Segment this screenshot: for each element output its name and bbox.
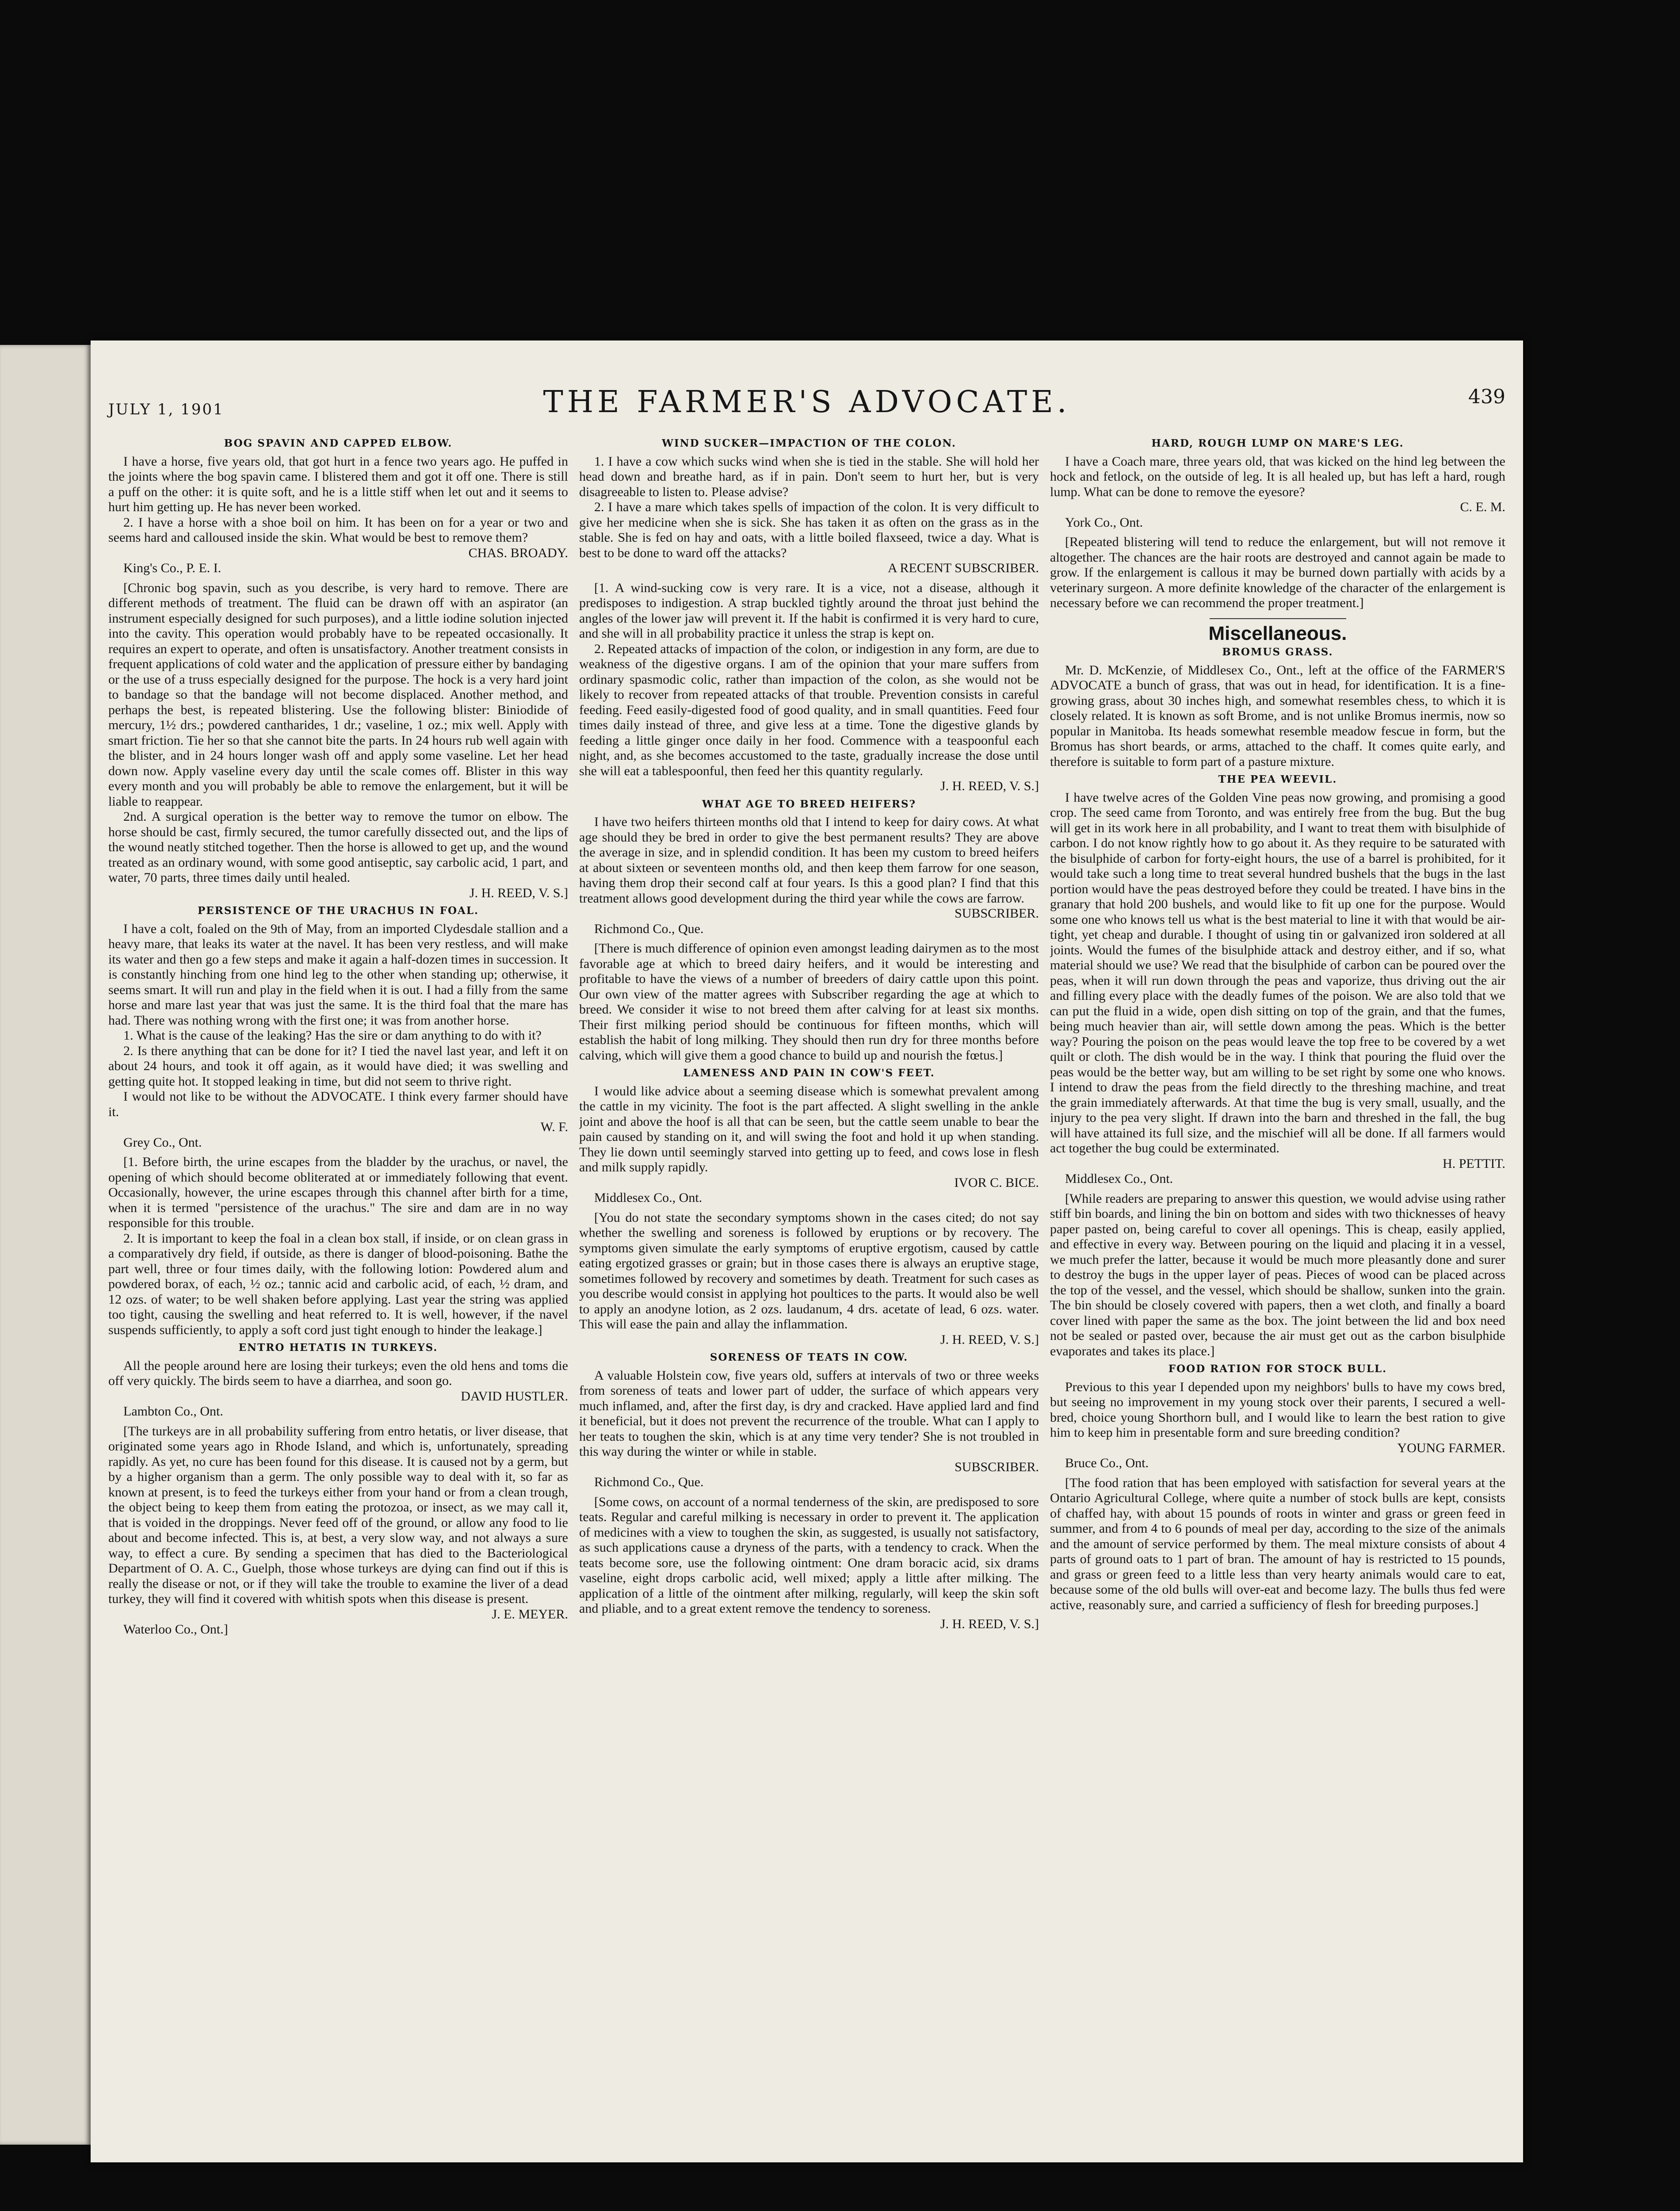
article-paragraph: 2. I have a mare which takes spells of impaction of the colon. It is very difficult to give her medicine when she is sick. She has taken it as often on the grass as in the stable. She is fed on hay and oats, with a little boiled flaxseed, twice a day. What is best to be done to ward off the attacks? — [579, 500, 1039, 560]
editor-reply-paragraph: [Some cows, on account of a normal tenderness of the skin, are predisposed to sore teats. Regular and careful milking is necessary in order to prevent it. The application of medicines with a view to toughen the skin, as suggested, is usually not satisfactory, as such applications cause a dryness of the parts, with a tendency to crack. When the teats become sore, use the following ointment: One dram boracic acid, six drams vaseline, eight drops carbolic acid, well mixed; apply a little after milking. The application of a little of the ointment after milking, regularly, will keep the skin soft and pliable, and to a great extent remove the tendency to soreness. — [579, 1494, 1039, 1616]
previous-page-edge — [0, 345, 91, 2145]
article-paragraph: 1. I have a cow which sucks wind when she is tied in the stable. She will hold her head down and breathe hard, as if in pain. Don't seem to hurt her, but is very disagreeable to listen to. Please advise? — [579, 454, 1039, 499]
article-signature: H. PETTIT. — [1443, 1156, 1505, 1171]
article-paragraph: Mr. D. McKenzie, of Middlesex Co., Ont., left at the office of the FARMER'S ADVOCATE a bunch of grass, that was out in head, for identification. It is a fine-growing grass, about 30 inches high, and somewhat resembles chess, to which it is closely related. It is known as soft Brome, and is not unlike Bromus inermis, now so popular in Manitoba. Its heads somewhat resemble meadow fescue in form, but the Bromus has short beards, or arms, attached to the chaff. It comes quite early, and therefore is suitable to form part of a pasture mixture. — [1050, 662, 1505, 769]
article-signature: A RECENT SUBSCRIBER. — [887, 561, 1039, 575]
article-heading: WHAT AGE TO BREED HEIFERS? — [702, 798, 916, 810]
article-heading: BROMUS GRASS. — [1222, 646, 1333, 658]
article-paragraph: 1. What is the cause of the leaking? Has the sire or dam anything to do with it? — [123, 1028, 542, 1043]
reply-signature: J. H. REED, V. S.] — [940, 1616, 1039, 1631]
reply-signature: J. E. MEYER. — [492, 1607, 568, 1622]
column-3 — [1050, 433, 1505, 2149]
publication-title: THE FARMER'S ADVOCATE. — [543, 385, 1071, 420]
issue-date: JULY 1, 1901 — [108, 401, 224, 418]
article-paragraph: Previous to this year I depended upon my neighbors' bulls to have my cows bred, but seeing no improvement in my young stock over their parents, I secured a well-bred, choice young Shorthorn bull, and I would like to learn the best ration to give him to keep him in presentable form and sure breeding condition? — [1050, 1379, 1505, 1440]
editor-reply-paragraph: [The turkeys are in all probability suffering from entro hetatis, or liver disease, that originated some years ago in Rhode Island, and which is, unfortunately, spreading rapidly. As yet, no cure has been found for this disease. It is caused not by a germ, but by a higher organism than a germ. The only possible way to deal with it, so far as known at present, is to feed the turkeys either from your hand or from a clean trough, the object being to keep them from eating the protozoa, or insect, as we may call it, that is voided in the droppings. Never feed off of the ground, or allow any food to lie about and become infected. This is, at best, a very slow way, and not always a sure way, to effect a cure. By sending a specimen that has died to the Bacteriological Department of O. A. C., Guelph, those whose turkeys are dying can find out if this is really the disease or not, or if they will take the trouble to examine the liver of a dead turkey, they will find it covered with whitish spots when this disease is present. — [108, 1423, 568, 1606]
article-heading: FOOD RATION FOR STOCK BULL. — [1168, 1363, 1387, 1375]
editor-reply-paragraph: [You do not state the secondary symptoms shown in the cases cited; do not say whether the swelling and soreness is followed by eruptions or by recovery. The symptoms given simulate the early symptoms of eruptive ergotism, caused by cattle eating ergotized grasses or grain; but in those cases there is always an eruptive stage, sometimes followed by recovery and sometimes by death. Treatment for such cases as you describe would consist in applying hot poultices to the parts. It would also be well to apply an anodyne lotion, as 2 ozs. laudanum, 4 drs. acetate of lead, 6 ozs. water. This will ease the pain and allay the inflammation. — [579, 1210, 1039, 1331]
article-location: Richmond Co., Que. — [594, 1475, 704, 1489]
article-signature: SUBSCRIBER. — [955, 1459, 1039, 1474]
editor-reply-paragraph: [Chronic bog spavin, such as you describe, is very hard to remove. There are different methods of treatment. The fluid can be drawn off with an aspirator (an instrument especially designed for such purposes), and a little iodine solution injected into the cavity. This operation would probably have to be repeated occasionally. It requires an expert to operate, and often is unsatisfactory. Another treatment consists in frequent applications of cold water and the application of pressure either by bandaging or the use of a truss especially designed for the purpose. The hock is a very hard joint to bandage so that the bandage will not become displaced. Another method, and perhaps the best, is repeated blistering. Use the following blister: Biniodide of mercury, 1½ drs.; powdered cantharides, 1 dr.; vaseline, 1 oz.; mix well. Apply with smart friction. Tie her so that she cannot bite the parts. In 24 hours rub well again with the blister, and in 24 hours longer wash off and apply some vaseline. Let her head down now. Apply vaseline every day until the scale comes off. Blister in this way every month and you will probably be able to remove the enlargement, but it will be liable to reappear. — [108, 580, 568, 809]
article-paragraph: 2. Is there anything that can be done for it? I tied the navel last year, and left it on about 24 hours, and took it off again, as it would have died; it was swelling and getting quite hot. It stopped leaking in time, but did not seem to thrive right. — [108, 1043, 568, 1089]
newspaper-page — [91, 340, 1523, 2162]
article-heading: ENTRO HETATIS IN TURKEYS. — [238, 1342, 438, 1354]
article-heading: BOG SPAVIN AND CAPPED ELBOW. — [224, 437, 453, 449]
editor-reply-paragraph: [1. Before birth, the urine escapes from the bladder by the urachus, or navel, the opening of which should become obliterated at or immediately following that event. Occasionally, however, the urine escapes through this channel after birth for a time, when it is termed "persistence of the urachus." The sire and dam are in no way responsible for this trouble. — [108, 1155, 568, 1230]
article-heading: THE PEA WEEVIL. — [1218, 773, 1337, 785]
editor-reply-paragraph: [1. A wind-sucking cow is very rare. It is a vice, not a disease, although it predisposes to indigestion. A strap buckled tightly around the throat just behind the angles of the lower jaw will prevent it. If the habit is confirmed it is very hard to cure, and she will in all probability practice it unless the strap is kept on. — [579, 580, 1039, 641]
article-signature: DAVID HUSTLER. — [461, 1389, 568, 1404]
article-location: Bruce Co., Ont. — [1065, 1456, 1149, 1470]
article-signature: SUBSCRIBER. — [955, 906, 1039, 921]
column-1 — [108, 433, 568, 2149]
article-paragraph: I have a colt, foaled on the 9th of May, from an imported Clydesdale stallion and a heavy mare, that leaks its water at the navel. It has been very restless, and will make its water and then go a few steps and make it again a half-dozen times in succession. It is constantly hinching from one hind leg to the other when standing up; otherwise, it seems smart. It will run and play in the field when it is out. I had a filly from the same horse and mare last year that was just the same. It is the third foal that the mare has had. There was nothing wrong with the first one; it was from another horse. — [108, 921, 568, 1028]
editor-reply-paragraph: 2nd. A surgical operation is the better way to remove the tumor on elbow. The horse should be cast, firmly secured, the tumor carefully dissected out, and the lips of the wound neatly stitched together. Then the horse is allowed to get up, and the wound treated as an ordinary wound, with some good antiseptic, say carbolic acid, 1 part, and water, 70 parts, three times daily until healed. — [108, 809, 568, 885]
article-paragraph: I have a horse, five years old, that got hurt in a fence two years ago. He puffed in the joints where the bog spavin came. I blistered them and got it off one. There is still a puff on the other: it is quite soft, and he is a little stiff when let out and it seems to hurt him getting up. He has never been worked. — [108, 454, 568, 514]
article-paragraph: All the people around here are losing their turkeys; even the old hens and toms die off very quickly. The birds seem to have a diarrhea, and soon go. — [108, 1358, 568, 1388]
editor-reply-paragraph: 2. It is important to keep the foal in a clean box stall, if inside, or on clean grass in a comparatively dry field, if outside, as there is danger of blood-poisoning. Bathe the part well, three or four times daily, with the following lotion: Powdered alum and powdered borax, of each, ½ oz.; tannic acid and carbolic acid, of each, ½ dram, and 12 ozs. of water; to be well shaken before applying. Last year the string was applied too tight, causing the swelling and heat referred to. It is well, however, if the navel suspends sufficiently, to apply a soft cord just tight enough to hinder the leakage.] — [108, 1231, 568, 1337]
article-paragraph: I would not like to be without the ADVOCATE. I think every farmer should have it. — [108, 1089, 568, 1119]
article-signature: YOUNG FARMER. — [1397, 1440, 1505, 1455]
section-title: Miscellaneous. — [1208, 622, 1347, 644]
article-heading: LAMENESS AND PAIN IN COW'S FEET. — [683, 1067, 935, 1079]
reply-signature: J. H. REED, V. S.] — [940, 1332, 1039, 1347]
article-location: Middlesex Co., Ont. — [1065, 1171, 1173, 1186]
reply-location: Waterloo Co., Ont.] — [123, 1622, 228, 1637]
editor-reply-paragraph: [There is much difference of opinion even amongst leading dairymen as to the most favorable age at which to breed dairy heifers, and it would be interesting and profitable to have the views of a number of breeders of dairy cattle upon this point. Our own view of the matter agrees with Subscriber regarding the age at which to breed. We consider it wise to not breed them after calving for at least six months. Their first milking period should be continuous for fifteen months, which will establish the habit of long milking. They should then run dry for three months before calving, which will give them a good chance to build up and nourish the fœtus.] — [579, 941, 1039, 1063]
editor-reply-paragraph: [While readers are preparing to answer this question, we would advise using rather stiff bin boards, and lining the bin on bottom and sides with two thicknesses of heavy paper pasted on, being careful to cover all openings. This is cheap, easily applied, and effective in every way. Between pouring on the liquid and placing it in a vessel, we much prefer the latter, because it would be much more pleasantly done and surer to destroy the bugs in the upper layer of peas. Pieces of wood can be placed across the top of the vessel, and the vessel, which should be shallow, sunken into the grain. The bin should be closely covered with papers, then a wet cloth, and finally a board cover lined with paper the same as the box. The joint between the lid and box need not be sealed or pasted over, because the air must get out as the carbon bisulphide evaporates and takes its place.] — [1050, 1191, 1505, 1358]
article-paragraph: A valuable Holstein cow, five years old, suffers at intervals of two or three weeks from soreness of teats and lower part of udder, the surface of which appears very much inflamed, and, after the first day, is dry and cracked. Have applied lard and find it beneficial, but it does not prevent the recurrence of the trouble. What can I apply to her teats to toughen the skin, which is at any time very tender? She is not troubled in this way during the winter or while in stable. — [579, 1368, 1039, 1459]
article-signature: C. E. M. — [1460, 500, 1505, 514]
article-heading: PERSISTENCE OF THE URACHUS IN FOAL. — [197, 905, 479, 917]
article-paragraph: I have twelve acres of the Golden Vine peas now growing, and promising a good crop. The seed came from Toronto, and was entirely free from the bug. But the bug will get in its work here in all probability, and I want to treat them with bisulphide of carbon. I do not know rightly how to go about it. As they require to be saturated with the bisulphide of carbon for forty-eight hours, the use of a barrel is prohibited, for it would take such a long time to treat several hundred bushels that the bugs in the last portion would have the peas destroyed before they could be treated. I have bins in the granary that hold 200 bushels, and would like to fit up one for the purpose. Would some one who knows tell us what is the best material to line it with that would be air-tight, yet cheap and durable. I thought of using tin or galvanized iron soldered at all joints. Would the fumes of the bisulphide attack and destroy either, and if so, what material should we use? We read that the bisulphide of carbon can be poured over the peas, when it will run down through the peas and vaporize, thus driving out the air and filling every place with the deadly fumes of the poison. We are also told that we can put the fluid in a wide, open dish sitting on top of the grain, and that the fumes, being much heavier than air, will settle down among the peas. Which is the better way? Pouring the poison on the peas would leave the top free to be covered by a wet quilt or cloth. The dish would be in the way. I think that pouring the fluid over the peas would be the better way, but am willing to be set right by some one who knows. I intend to draw the peas from the field directly to the threshing machine, and treat the grain immediately afterwards. At that time the bug is very small, usually, and the injury to the pea very slight. If drawn into the barn and threshed in the fall, the bug will have attained its full size, and the mischief will all be done. If all farmers would act together the bug could be exterminated. — [1050, 790, 1505, 1155]
editor-reply-paragraph: [The food ration that has been employed with satisfaction for several years at the Ontario Agricultural College, where quite a number of stock bulls are kept, consists of chaffed hay, with about 15 pounds of roots in winter and grass or green feed in summer, and from 4 to 6 pounds of meal per day, according to the size of the animals and the amount of service performed by them. The meal mixture consists of about 4 parts of ground oats to 1 part of bran. The amount of hay is restricted to 15 pounds, and grass or green feed to a little less than very hearty animals would care to eat, because some of the old bulls will over-eat and become lazy. The bulls thus fed were active, reasonably sure, and carried a sufficiency of flesh for breeding purposes.] — [1050, 1475, 1505, 1612]
article-paragraph: I would like advice about a seeming disease which is somewhat prevalent among the cattle in my vicinity. The foot is the part affected. A slight swelling in the ankle joint and above the hoof is all that can be seen, but the cattle seem unable to bear the pain caused by standing on it, and will swing the foot and hold it up when standing. They lie down until seemingly starved into getting up to feed, and cows lose in flesh and milk supply rapidly. — [579, 1083, 1039, 1174]
editor-reply-paragraph: [Repeated blistering will tend to reduce the enlargement, but will not remove it altogether. The chances are the hair roots are destroyed and cannot again be made to grow. If the enlargement is callous it may be burned down partially with acids by a veterinary surgeon. A more definite knowledge of the character of the enlargement is necessary before we can recommend the proper treatment.] — [1050, 535, 1505, 610]
article-signature: W. F. — [540, 1120, 568, 1134]
article-location: Lambton Co., Ont. — [123, 1404, 223, 1419]
article-paragraph: 2. I have a horse with a shoe boil on him. It has been on for a year or two and seems hard and calloused inside the skin. What would be best to remove them? — [108, 515, 568, 545]
article-heading: WIND SUCKER—IMPACTION OF THE COLON. — [662, 437, 956, 449]
reply-signature: J. H. REED, V. S.] — [940, 779, 1039, 793]
reply-signature: J. H. REED, V. S.] — [469, 885, 568, 900]
article-location: Grey Co., Ont. — [123, 1135, 202, 1150]
article-heading: HARD, ROUGH LUMP ON MARE'S LEG. — [1151, 437, 1404, 449]
article-paragraph: I have two heifers thirteen months old that I intend to keep for dairy cows. At what age should they be bred in order to give the best permanent results? They are above the average in size, and in splendid condition. It has been my custom to breed heifers at about sixteen or seventeen months old, and then keep them farrow for one season, having them drop their second calf at four years. Is this a good plan? I find that this treatment allows good development during the third year while the cows are farrow. — [579, 815, 1039, 906]
editor-reply-paragraph: 2. Repeated attacks of impaction of the colon, or indigestion in any form, are due to weakness of the digestive organs. I am of the opinion that your mare suffers from ordinary spasmodic colic, rather than impaction of the colon, as she would not be likely to recover from repeated attacks of that trouble. Prevention consists in careful feeding. Feed easily-digested food of good quality, and in small quantities. Feed four times daily instead of three, and give less at a time. Tone the digestive glands by feeding a little ginger once daily in her food. Commence with a teaspoonful each night, and, as she becomes accustomed to the taste, gradually increase the dose until she will eat a tablespoonful, then feed her this quantity regularly. — [579, 641, 1039, 778]
article-location: York Co., Ont. — [1065, 515, 1143, 530]
article-location: Middlesex Co., Ont. — [594, 1190, 703, 1205]
column-2 — [579, 433, 1039, 2149]
page-number: 439 — [1468, 386, 1505, 408]
article-heading: SORENESS OF TEATS IN COW. — [710, 1351, 909, 1363]
section-rule — [1210, 618, 1346, 619]
article-location: Richmond Co., Que. — [594, 921, 704, 936]
article-signature: CHAS. BROADY. — [468, 545, 568, 560]
masthead — [108, 385, 1505, 420]
article-location: King's Co., P. E. I. — [123, 561, 221, 575]
article-signature: IVOR C. BICE. — [954, 1175, 1039, 1190]
article-paragraph: I have a Coach mare, three years old, that was kicked on the hind leg between the hock and fetlock, on the outside of leg. It is all healed up, but has left a hard, rough lump. What can be done to remove the eyesore? — [1050, 454, 1505, 499]
